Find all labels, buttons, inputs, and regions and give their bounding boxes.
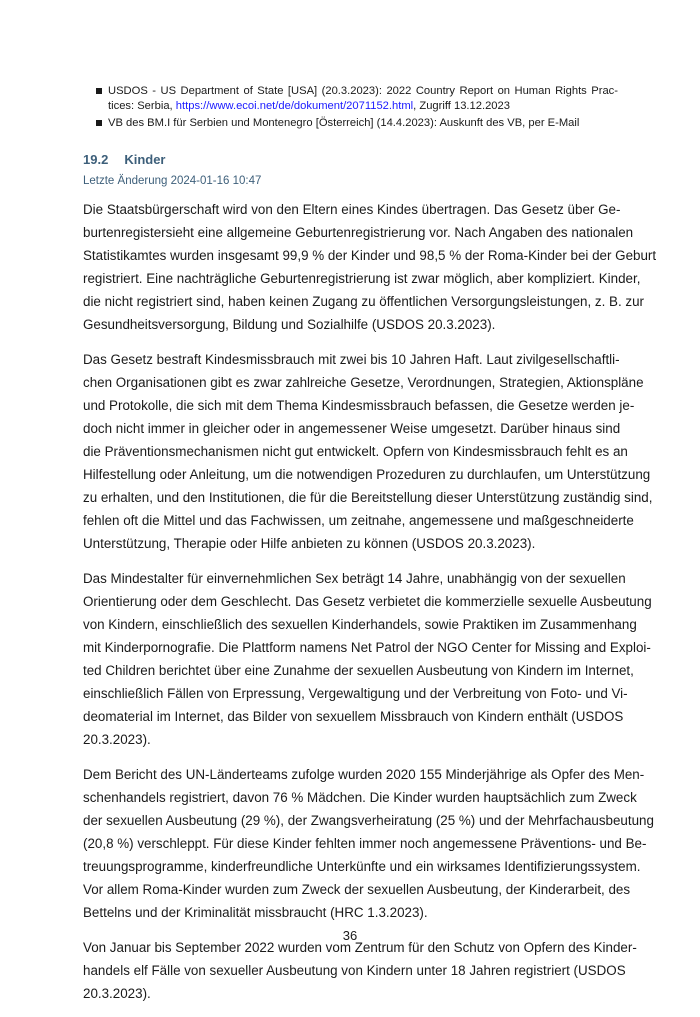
reference-text-prefix: tices: Serbia, [108,100,176,112]
paragraph-line: registriert. Eine nachträgliche Geburtenregistrierung ist zwar möglich, aber kompliziert. Kinder, [83,271,641,286]
paragraph [83,567,652,751]
reference-item [96,84,618,114]
bullet-square-icon [96,120,102,126]
reference-text-suffix: , Zugriff 13.12.2023 [413,100,510,112]
paragraph-line: mit Kinderpornografie. Die Plattform namens Net Patrol der NGO Center for Missing and Exploi- [83,640,651,655]
paragraph-line: doch nicht immer in gleicher oder in angemessener Weise umgesetzt. Darüber hinaus sind [83,421,621,436]
paragraph-line: die Präventionsmechanismen nicht gut entwickelt. Opfern von Kindesmissbrauch fehlt es an [83,444,628,459]
paragraph-line: die nicht registriert sind, haben keinen Zugang zu öffentlichen Versorgungsleistungen, z. B. zur [83,294,645,309]
paragraph-line: (20,8 %) verschleppt. Für diese Kinder fehlten immer noch angemessene Präventions- und Be- [83,836,647,851]
reference-text [108,99,618,114]
paragraph-line: Von Januar bis September 2022 wurden vom Zentrum für den Schutz von Opfern des Kinder- [83,940,637,955]
paragraph-line: deomaterial im Internet, das Bilder von sexuellem Missbrauch von Kindern enthält (USDOS [83,709,624,724]
paragraph-line: Vor allem Roma-Kinder wurden zum Zweck der sexuellen Ausbeutung, der Kinderarbeit, des [83,882,631,897]
paragraph-line: Das Mindestalter für einvernehmlichen Sex beträgt 14 Jahre, unabhängig von der sexuellen [83,571,626,586]
paragraph-line: Hilfestellung oder Anleitung, um die notwendigen Prozeduren zu durchlaufen, um Unterstützung [83,467,651,482]
paragraph-line: der sexuellen Ausbeutung (29 %), der Zwangsverheiratung (25 %) und der Mehrfachausbeutung [83,813,654,828]
section-title: Kinder [124,152,166,167]
reference-link[interactable]: https://www.ecoi.net/de/dokument/2071152.html [175,100,414,112]
paragraph [83,763,654,924]
paragraph [83,198,657,336]
section-number: 19.2 [83,152,109,167]
section-heading [83,152,165,167]
body-text [83,198,657,1017]
paragraph-line: fehlen oft die Mittel und das Fachwissen, um zeitnahe, angemessene und maßgeschneiderte [83,513,634,528]
paragraph-line: 20.3.2023). [83,986,151,1001]
last-changed: Letzte Änderung 2024-01-16 10:47 [83,175,262,187]
paragraph-line: treuungsprogramme, kinderfreundliche Unterkünfte und ein wirksames Identifizierungssystem. [83,859,641,874]
paragraph-line: handels elf Fälle von sexueller Ausbeutung von Kindern unter 18 Jahren registriert (USDOS [83,963,626,978]
paragraph-line: Dem Bericht des UN-Länderteams zufolge wurden 2020 155 Minderjährige als Opfer des Men- [83,767,645,782]
paragraph-line: und Protokolle, die sich mit dem Thema Kindesmissbrauch befassen, die Gesetze werden je- [83,398,635,413]
paragraph-line: von Kindern, einschließlich des sexuellen Kinderhandels, sowie Praktiken im Zusammenhang [83,617,637,632]
reference-text: VB des BM.I für Serbien und Montenegro [Österreich] (14.4.2023): Auskunft des VB, per E-Mail [108,117,580,129]
paragraph-line: Bettelns und der Kriminalität missbraucht (HRC 1.3.2023). [83,905,428,920]
paragraph [83,936,637,1005]
paragraph-line: Die Staatsbürgerschaft wird von den Eltern eines Kindes übertragen. Das Gesetz über Ge- [83,202,621,217]
paragraph-line: einschließlich Fällen von Erpressung, Vergewaltigung und der Verbreitung von Foto- und Vi- [83,686,628,701]
page-number: 36 [342,928,358,943]
paragraph-line: schenhandels registriert, davon 76 % Mädchen. Die Kinder wurden hauptsächlich zum Zweck [83,790,637,805]
reference-item [96,116,618,131]
paragraph-line: Orientierung oder dem Geschlecht. Das Gesetz verbietet die kommerzielle sexuelle Ausbeutung [83,594,652,609]
paragraph-line: Das Gesetz bestraft Kindesmissbrauch mit zwei bis 10 Jahren Haft. Laut zivilgesellschaftli- [83,352,620,367]
paragraph-line: Unterstützung, Therapie oder Hilfe anbieten zu können (USDOS 20.3.2023). [83,536,536,551]
paragraph-line: Gesundheitsversorgung, Bildung und Sozialhilfe (USDOS 20.3.2023). [83,317,496,332]
paragraph-line: Statistikamtes wurden insgesamt 99,9 % der Kinder und 98,5 % der Roma-Kinder bei der Geburt [83,248,657,263]
paragraph-line: burtenregistersieht eine allgemeine Geburtenregistrierung vor. Nach Angaben des nationalen [83,225,634,240]
paragraph [83,348,653,555]
paragraph-line: 20.3.2023). [83,732,151,747]
paragraph-line: chen Organisationen gibt es zwar zahlreiche Gesetze, Verordnungen, Strategien, Aktionspläne [83,375,644,390]
reference-text: USDOS - US Department of State [USA] (20.3.2023): 2022 Country Report on Human Rights Prac- [108,85,618,97]
paragraph-line: zu erhalten, und den Institutionen, die für die Bereitstellung dieser Unterstützung zuständig sind, [83,490,653,505]
paragraph-line: ted Children berichtet über eine Zunahme der sexuellen Ausbeutung von Kindern im Internet, [83,663,634,678]
reference-list [96,84,618,133]
bullet-square-icon [96,88,102,94]
